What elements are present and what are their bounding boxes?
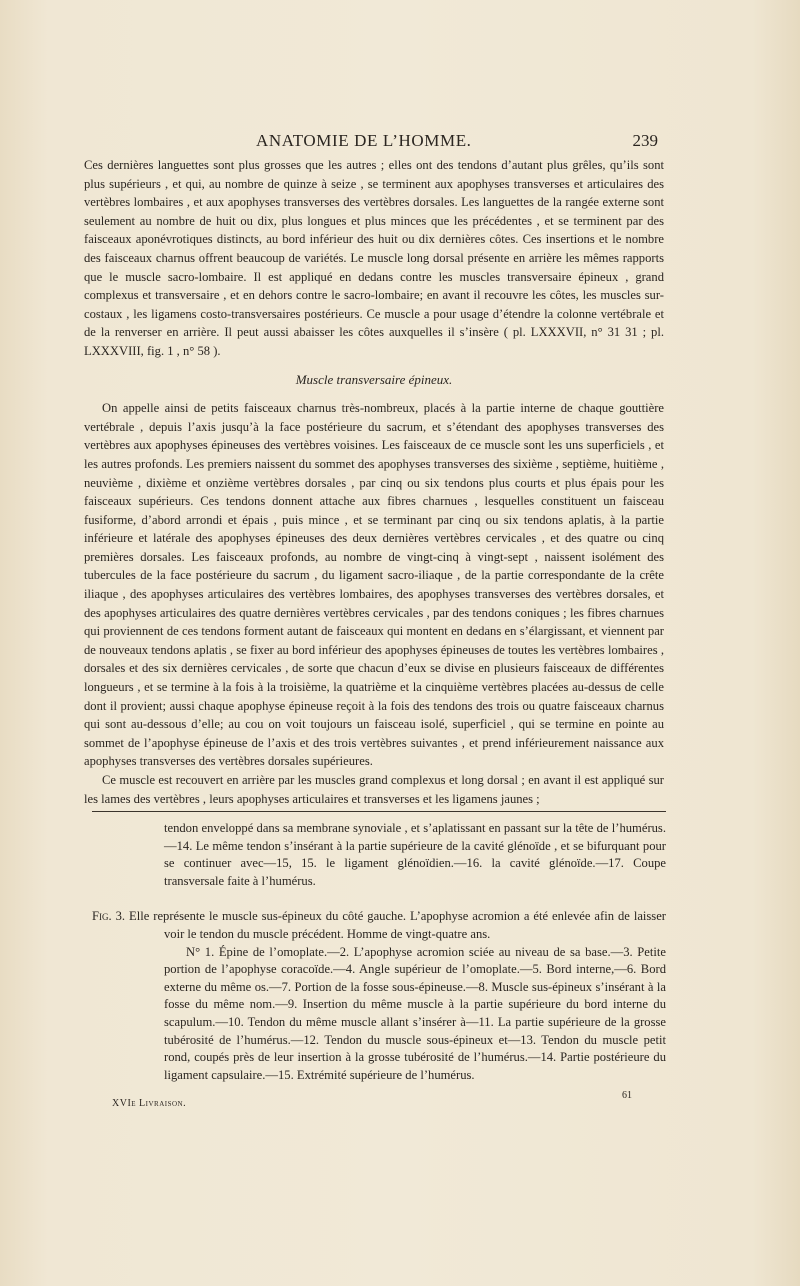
page-number: 239 — [632, 131, 658, 150]
horizontal-rule — [92, 811, 666, 812]
legend-items: N° 1. Épine de l’omoplate.—2. L’apophyse acromion sciée au niveau de sa base.—3. Petite portion de l’apophyse coracoïde.—4. Angle supérieur de l’omoplate.—5. Bord interne,—6. Bord externe du même os.—7. Portion de la fosse sous-épineuse.—8. Muscle sus-épineux s’insérant à la fosse du même nom.—9. Insertion du même muscle à la partie supérieure du bord interne du scapulum.—10. Tendon du même muscle allant s’insérer à—11. La partie supérieure de la grosse tubérosité de l’humérus.—12. Tendon du muscle sous-épineux et—13. Tendon du muscle petit rond, coupés près de leur insertion à la grosse tubérosité de l’humérus.—14. Partie postérieure du ligament capsulaire.—15. Extrémité supérieure de l’humérus. — [164, 944, 666, 1082]
page-footer — [112, 1090, 632, 1116]
paragraph: Ce muscle est recouvert en arrière par les muscles grand complexus et long dorsal ; en avant il est appliqué sur les lames des vertèbres , leurs apophyses articulaires et transverses et les ligamens jaunes ; — [84, 773, 664, 806]
page-header — [84, 131, 664, 153]
signature-mark: XVIe Livraison. — [112, 1098, 187, 1109]
sheet-number: 61 — [622, 1090, 632, 1101]
paragraph: Ces dernières languettes sont plus grosses que les autres ; elles ont des tendons d’autant plus grêles, qu’ils sont plus supérieurs , et qui, au nombre de quinze à seize , se terminent aux apophyses transverses et articulaires des vertèbres lombaires , et aux apophyses transverses des vertèbres dorsales. Les languettes de la rangée externe sont seulement au nombre de huit ou dix, plus longues et plus minces que les précédentes , et se terminent par des faisceaux aponévrotiques distincts, au bord inférieur des huit ou dix dernières côtes. Ces insertions et le nombre des faisceaux charnus offrent beaucoup de variétés. Le muscle long dorsal présente en arrière les mêmes rapports que le muscle sacro-lombaire. Il est appliqué en dedans contre les muscles transversaire épineux , grand complexus et transversaire , et en dehors contre le sacro-lombaire; en avant il recouvre les côtes, les muscles sur-costaux , les ligamens costo-transversaires postérieurs. Ce muscle a pour usage d’étendre la colonne vertébrale et de la renverser en arrière. Il peut aussi abaisser les côtes auxquelles il s’insère ( pl. LXXXVII, n° 31 31 ; pl. LXXXVIII, fig. 1 , n° 58 ). — [84, 158, 664, 358]
body-text — [84, 156, 664, 808]
paragraph: On appelle ainsi de petits faisceaux charnus très-nombreux, placés à la partie interne de chaque gouttière vertébrale , depuis l’axis jusqu’à la face postérieure du sacrum, et s’étendant des apophyses transverses des vertèbres aux apophyses épineuses des vertèbres voisines. Les faisceaux de ce muscle sont les uns superficiels , et les autres profonds. Les premiers naissent du sommet des apophyses transverses des sixième , septième, huitième , neuvième , dixième et onzième vertèbres dorsales , par cinq ou six tendons plus courts et plus épais pour les faisceaux supérieurs. Ces tendons donnent attache aux fibres charnues , lesquelles constituent un faisceau fusiforme, d’abord arrondi et épais , puis mince , et se terminant par cinq ou six tendons aplatis, à la partie inférieure et latérale des apophyses épineuses des deux dernières vertèbres cervicales , et des quatre ou cinq premières dorsales. Les faisceaux profonds, au nombre de vingt-cinq à vingt-sept , naissent isolément des tubercules de la face postérieure du sacrum , du ligament sacro-iliaque , de la partie correspondante de la crête iliaque , des apophyses articulaires des vertèbres lombaires, des apophyses transverses des vertèbres dorsales, et des apophyses articulaires des quatre dernières vertèbres cervicales , par des tendons coniques ; les fibres charnues qui proviennent de ces tendons forment autant de faisceaux qui montent en dedans en s’élargissant, et viennent par de nouveaux tendons aplatis , se fixer au bord inférieur des apophyses épineuses de toutes les vertèbres lombaires , dorsales et des six dernières cervicales , de sorte que chacun d’eux se divise en plusieurs faisceaux de différentes longueurs , et se termine à la fois à la troisième, la quatrième et la cinquième vertèbres placées au-dessus de celle dont il provient; aussi chaque apophyse épineuse reçoit à la fois des tendons des trois ou quatre faisceaux charnus qui sont au-dessous d’elle; au cou on voit toujours un faisceau isolé, superficiel , qui se termine en pointe au sommet de l’apophyse épineuse de l’axis et des trois vertèbres suivantes , et prend inférieurement naissance aux apophyses transverses des vertèbres dorsales supérieures. — [84, 401, 664, 769]
figure-caption-text: Elle représente le muscle sus-épineux du côté gauche. L’apophyse acromion a été enlevée afin de laisser voir le tendon du muscle précédent. Homme de vingt-quatre ans. — [129, 909, 666, 941]
section-heading: Muscle transversaire épineux. — [295, 371, 453, 387]
legend-continuation: tendon enveloppé dans sa membrane synoviale , et s’aplatissant en passant sur la tête de l’humérus.—14. Le même tendon s’insérant à la partie supérieure de la cavité glénoïde , et se bifurquant pour se continuer avec—15, 15. le ligament glénoïdien.—16. la cavité glénoïde.—17. Coupe transversale faite à l’humérus. — [164, 821, 666, 888]
figure-label: Fig. 3. — [92, 909, 126, 924]
figure-legend — [92, 820, 666, 1084]
running-title: ANATOMIE DE L’HOMME. — [256, 131, 472, 150]
figure-caption — [92, 908, 666, 943]
